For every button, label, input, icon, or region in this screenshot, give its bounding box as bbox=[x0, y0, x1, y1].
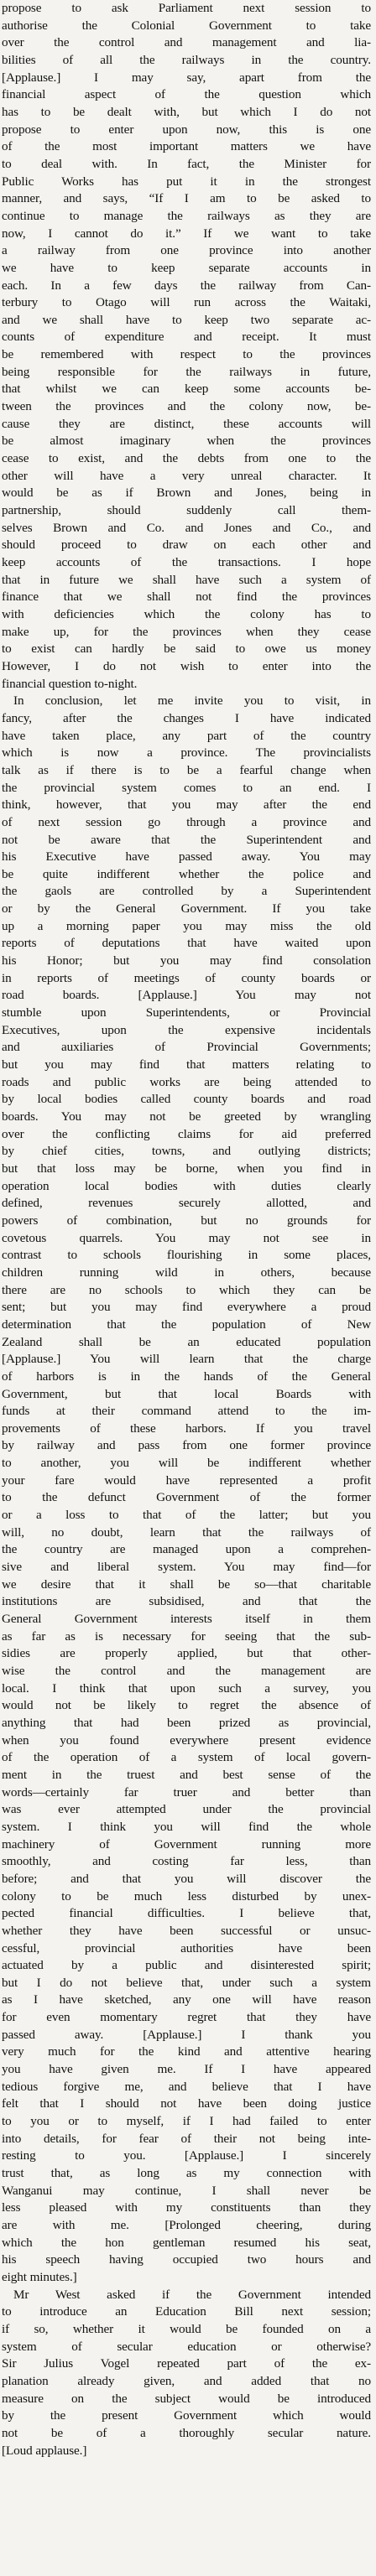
article-line: selves Brown and Co. and Jones and Co., and bbox=[2, 520, 371, 535]
article-line: system of secular education or otherwise? bbox=[2, 2339, 371, 2354]
article-line: colony to be much less disturbed by unex- bbox=[2, 1888, 371, 1903]
article-line: authorise the Colonial Government to take bbox=[2, 18, 371, 33]
article-line: in reports of meetings of county boards or bbox=[2, 970, 371, 985]
article-line: other will have a very unreal character. It bbox=[2, 468, 371, 483]
article-line: whether they have been successful or unsuc- bbox=[2, 1923, 371, 1938]
article-line: institutions are subsidised, and that the bbox=[2, 1594, 371, 1609]
article-line: which is now a province. The provincialists bbox=[2, 745, 371, 761]
article-paragraph bbox=[2, 2287, 371, 2460]
article-line: if so, whether it would be founded on a bbox=[2, 2321, 371, 2336]
article-line: resting to you. [Applause.] I sincerely bbox=[2, 2148, 371, 2163]
article-line: but you may find that matters relating to bbox=[2, 1057, 371, 1072]
article-line: but that loss may be borne, when you find in bbox=[2, 1161, 371, 1176]
article-line: anything that had been prized as provincial, bbox=[2, 1715, 371, 1730]
article-line: to you or to myself, if I had failed to enter bbox=[2, 2114, 371, 2129]
article-line: that in future we shall have such a system of bbox=[2, 572, 371, 587]
article-line: tween the provinces and the colony now, be- bbox=[2, 399, 371, 414]
article-line: think, however, that you may after the end bbox=[2, 797, 371, 813]
article-line: Public Works has put it in the strongest bbox=[2, 174, 371, 189]
article-line: provements of these harbors. If you travel bbox=[2, 1420, 371, 1436]
article-line: stumble upon Superintendents, or Provincial bbox=[2, 1005, 371, 1021]
article-line: of next session go through a province and bbox=[2, 814, 371, 829]
article-line: has to be dealt with, but which I do not bbox=[2, 104, 371, 119]
article-line: by railway and pass from one former province bbox=[2, 1438, 371, 1453]
article-line: or a loss to that of the latter; but you bbox=[2, 1508, 371, 1523]
article-line: we desire that it shall be so—that charitable bbox=[2, 1576, 371, 1592]
article-line: cause they are distinct, these accounts will bbox=[2, 416, 371, 431]
article-line: terbury to Otago will run across the Waitaki, bbox=[2, 295, 371, 310]
article-line: boards. You may not be greeted by wrangling bbox=[2, 1109, 371, 1124]
article-line: bilities of all the railways in the country. bbox=[2, 52, 371, 67]
article-line: be remembered with respect to the provinces bbox=[2, 347, 371, 362]
article-line: reports of deputations that have waited upon bbox=[2, 936, 371, 951]
article-line: have taken place, any part of the country bbox=[2, 728, 371, 743]
article-line: are with me. [Prolonged cheering, during bbox=[2, 2218, 371, 2232]
article-line: would not be likely to regret the absence of bbox=[2, 1698, 371, 1713]
article-line: General Government interests itself in them bbox=[2, 1612, 371, 1627]
article-line: by the present Government which would bbox=[2, 2408, 371, 2423]
article-line: as far as is necessary for seeing that the sub- bbox=[2, 1628, 371, 1644]
article-line: propose to ask Parliament next session to bbox=[2, 1, 371, 15]
article-line: passed away. [Applause.] I thank you bbox=[2, 2027, 371, 2042]
article-line: pected financial difficulties. I believe that, bbox=[2, 1906, 371, 1921]
article-line: the country are managed upon a comprehen- bbox=[2, 1542, 371, 1557]
article-line: continue to manage the railways as they are bbox=[2, 208, 371, 223]
article-line: and we shall have to keep two separate ac- bbox=[2, 312, 371, 327]
article-line: less pleased with my constituents than they bbox=[2, 2200, 371, 2215]
article-line: propose to enter upon now, this is one bbox=[2, 122, 371, 137]
article-line: we have to keep separate accounts in bbox=[2, 260, 371, 275]
article-line: very much for the kind and attentive hearing bbox=[2, 2044, 371, 2059]
article-line: sive and liberal system. You may find—for bbox=[2, 1560, 371, 1575]
article-line: cessful, provincial authorities have been bbox=[2, 1940, 371, 1955]
article-line: the gaols are controlled by a Superintendent bbox=[2, 884, 371, 899]
article-line: words—certainly far truer and better than bbox=[2, 1784, 371, 1800]
article-line: manner, and says, “If I am to be asked to bbox=[2, 191, 371, 206]
article-line: over the control and management and lia- bbox=[2, 35, 371, 50]
article-paragraph bbox=[2, 0, 371, 693]
article-line: not be of a thoroughly secular nature. bbox=[2, 2425, 371, 2440]
article-line: covetous quarrels. You may not see in bbox=[2, 1230, 371, 1245]
article-line: operation local bodies with duties clearly bbox=[2, 1178, 371, 1193]
article-line: partnership, should suddenly call them- bbox=[2, 503, 371, 518]
article-line: his Executive have passed away. You may bbox=[2, 849, 371, 865]
article-line: local. I think that upon such a survey, you bbox=[2, 1680, 371, 1696]
article-line: In conclusion, let me invite you to visit, in bbox=[13, 693, 371, 709]
article-line: Government, but that local Boards with bbox=[2, 1386, 371, 1401]
article-line: smoothly, and costing far less, than bbox=[2, 1854, 371, 1869]
article-line: that whilst we can keep some accounts be- bbox=[2, 382, 371, 397]
article-line: financial question to-night. bbox=[2, 676, 138, 691]
article-line: wise the control and the management are bbox=[2, 1664, 371, 1678]
article-line: [Applause.] You will learn that the charge bbox=[2, 1352, 371, 1367]
article-line: to another, you will be indifferent whether bbox=[2, 1456, 371, 1471]
article-line: determination that the population of New bbox=[2, 1317, 371, 1332]
article-line: not be aware that the Superintendent and bbox=[2, 832, 371, 847]
article-line: trust that, as long as my connection with bbox=[2, 2166, 371, 2181]
article-line: of the operation of a system of local govern- bbox=[2, 1750, 371, 1765]
article-line: to exist can hardly be said to owe us money bbox=[2, 641, 371, 657]
article-line: of harbors is in the hands of the General bbox=[2, 1368, 371, 1384]
article-line: before; and that you will discover the bbox=[2, 1871, 371, 1886]
article-line: [Loud applause.] bbox=[2, 2443, 87, 2458]
article-line: to the defunct Government of the former bbox=[2, 1490, 371, 1505]
article-line: Zealand shall be an educated population bbox=[2, 1334, 371, 1349]
article-line: measure on the subject would be introduced bbox=[2, 2391, 371, 2406]
article-line: defined, revenues securely allotted, and bbox=[2, 1196, 371, 1211]
article-line: eight minutes.] bbox=[2, 2269, 77, 2284]
article-line: or by the General Government. If you take bbox=[2, 901, 371, 917]
article-line: would be as if Brown and Jones, being in bbox=[2, 486, 371, 501]
article-line: by chief cities, towns, and outlying districts; bbox=[2, 1144, 371, 1159]
article-line: be quite indifferent whether the police and bbox=[2, 866, 371, 881]
article-line: into details, for fear of their not being inte- bbox=[2, 2131, 371, 2146]
article-line: counts of expenditure and receipt. It must bbox=[2, 330, 371, 345]
article-line: cease to exist, and the debts from one to the bbox=[2, 451, 371, 466]
article-line: up a morning paper you may miss the old bbox=[2, 918, 371, 933]
article-line: and auxiliaries of Provincial Governments; bbox=[2, 1040, 371, 1055]
article-line: his speech having occupied two hours and bbox=[2, 2252, 371, 2267]
article-line: finance that we shall not find the provinces bbox=[2, 589, 371, 605]
article-line: sent; but you may find everywhere a proud bbox=[2, 1300, 371, 1315]
article-line: there are no schools to which they can be bbox=[2, 1282, 371, 1297]
article-line: planation already given, and added that no bbox=[2, 2373, 371, 2388]
article-line: actuated by a public and disinterested spirit; bbox=[2, 1958, 371, 1973]
article-line: contrast to schools flourishing in some places, bbox=[2, 1248, 371, 1263]
article-line: each. In a few days the railway from Can- bbox=[2, 278, 371, 293]
article-line: your fare would have represented a profit bbox=[2, 1472, 371, 1488]
article-line: by local bodies called county boards and road bbox=[2, 1092, 371, 1107]
article-line: now, I cannot do it.” If we want to take bbox=[2, 226, 371, 241]
article-line: over the conflicting claims for aid preferred bbox=[2, 1126, 371, 1141]
article-line: Executives, upon the expensive incidentals bbox=[2, 1022, 371, 1037]
article-line: financial aspect of the question which bbox=[2, 87, 371, 102]
article-line: for even momentary regret that they have bbox=[2, 2010, 371, 2025]
article-line: ment in the truest and best sense of the bbox=[2, 1767, 371, 1782]
article-line: be almost imaginary when the provinces bbox=[2, 434, 371, 449]
article-line: the provincial system comes to an end. I bbox=[2, 780, 371, 795]
article-line: to introduce an Education Bill next session; bbox=[2, 2304, 371, 2319]
article-line: talk as if there is to be a fearful change when bbox=[2, 762, 371, 777]
article-line: tedious forgive me, and believe that I have bbox=[2, 2079, 371, 2094]
article-line: should proceed to draw on each other and bbox=[2, 538, 371, 553]
article-line: [Applause.] I may say, apart from the bbox=[2, 70, 371, 85]
article-line: of the most important matters we have bbox=[2, 139, 371, 154]
article-line: road boards. [Applause.] You may not bbox=[2, 988, 371, 1003]
article-line: felt that I should not have been doing justice bbox=[2, 2096, 371, 2111]
article-line: you have given me. If I have appeared bbox=[2, 2062, 371, 2077]
article-line: powers of combination, but no grounds for bbox=[2, 1213, 371, 1228]
article-line: funds at their command attend to the im- bbox=[2, 1404, 371, 1419]
article-line: when you found everywhere present evidence bbox=[2, 1732, 371, 1748]
article-line: being responsible for the railways in future, bbox=[2, 364, 371, 379]
article-line: his Honor; but you may find consolation bbox=[2, 953, 371, 969]
article-line: sidies are properly applied, but that other- bbox=[2, 1646, 371, 1661]
article-line: Sir Julius Vogel repeated part of the ex- bbox=[2, 2356, 371, 2371]
article-line: Mr West asked if the Government intended bbox=[13, 2287, 371, 2302]
article-line: was ever attempted under the provincial bbox=[2, 1802, 371, 1817]
article-line: as I have sketched, any one will have reason bbox=[2, 1992, 371, 2007]
article-paragraph bbox=[2, 693, 371, 2286]
article-line: Wanganui may continue, I shall never be bbox=[2, 2183, 371, 2198]
article-line: a railway from one province into another bbox=[2, 243, 371, 258]
article-line: which the hon gentleman resumed his seat, bbox=[2, 2235, 371, 2250]
article-line: system. I think you will find the whole bbox=[2, 1819, 371, 1834]
article-line: will, no doubt, learn that the railways of bbox=[2, 1524, 371, 1540]
article-line: However, I do not wish to enter into the bbox=[2, 658, 371, 673]
article-line: machinery of Government running more bbox=[2, 1836, 371, 1852]
article-line: fancy, after the changes I have indicated bbox=[2, 710, 371, 725]
article-line: children running wild in others, because bbox=[2, 1265, 371, 1280]
article-line: keep accounts of the transactions. I hope bbox=[2, 555, 371, 569]
article-line: with deficiencies which the colony has to bbox=[2, 606, 371, 621]
article-line: make up, for the provinces when they cease bbox=[2, 624, 371, 639]
article-line: roads and public works are being attended to bbox=[2, 1074, 371, 1089]
article-line: to deal with. In fact, the Minister for bbox=[2, 156, 371, 171]
article-line: but I do not believe that, under such a system bbox=[2, 1975, 371, 1990]
